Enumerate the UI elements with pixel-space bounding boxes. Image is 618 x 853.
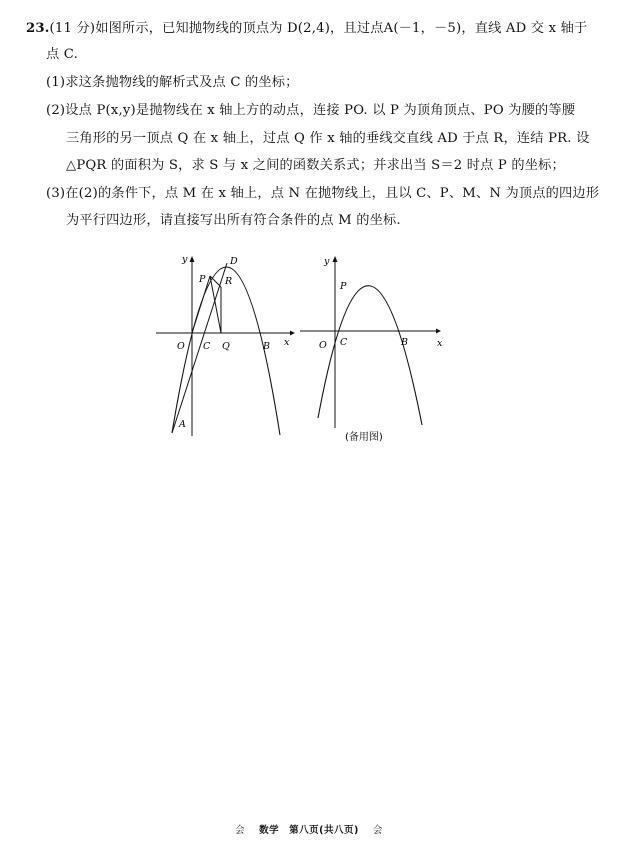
label-O: O [177, 341, 185, 352]
question-line-1 [26, 20, 587, 38]
label-Q: Q [222, 341, 230, 352]
segment-PQ [210, 276, 221, 333]
part-3-line-2: 为平行四边形，请直接写出所有符合条件的点 M 的坐标. [66, 213, 401, 228]
label-O: O [319, 340, 327, 351]
label-D: D [230, 256, 238, 267]
label-R: R [225, 276, 233, 287]
label-x: x [284, 337, 290, 348]
part-2-line-2: 三角形的另一顶点 Q 在 x 轴上，过点 Q 作 x 轴的垂线交直线 AD 于点 R，连结 PR. 设 [66, 131, 590, 146]
question-number: 23. [26, 21, 50, 36]
y-axis-arrow [190, 256, 195, 262]
question-stem-text: (11 分)如图所示，已知抛物线的顶点为 D(2,4)，且过点A(－1，－5)，直线 AD 交 x 轴于 [49, 21, 588, 36]
x-axis-arrow [436, 329, 441, 334]
figure-left [150, 248, 300, 443]
figure-caption: (备用图) [345, 432, 383, 443]
label-B: B [263, 341, 270, 352]
part-2-line-3: △PQR 的面积为 S，求 S 与 x 之间的函数关系式；并求出当 S＝2 时点 P 的坐标； [66, 158, 565, 173]
label-y: y [324, 256, 330, 267]
label-P: P [340, 281, 347, 292]
label-A: A [179, 419, 186, 430]
footer-mark-left: 会 [235, 825, 246, 836]
label-y: y [182, 254, 188, 265]
page-footer [0, 822, 618, 836]
part-2-line-1: (2)设点 P(x,y)是抛物线在 x 轴上方的动点，连接 PO. 以 P 为顶角顶点、PO 为腰的等腰 [46, 103, 576, 118]
footer-mark-right: 会 [372, 825, 383, 836]
label-B: B [401, 337, 408, 348]
footer-page-text: 数学 第八页(共八页) [259, 825, 359, 836]
label-C: C [340, 337, 348, 348]
label-P: P [199, 274, 206, 285]
y-axis-arrow [333, 256, 338, 262]
part-3-line-1: (3)在(2)的条件下，点 M 在 x 轴上，点 N 在抛物线上，且以 C、P、M、N 为顶点的四边形 [46, 186, 600, 201]
label-x: x [437, 338, 443, 349]
parabola-curve [318, 286, 422, 425]
part-1-text: (1)求这条抛物线的解析式及点 C 的坐标； [46, 75, 299, 90]
figure-right [290, 248, 450, 448]
question-line-2: 点 C. [46, 47, 78, 62]
label-C: C [203, 341, 211, 352]
